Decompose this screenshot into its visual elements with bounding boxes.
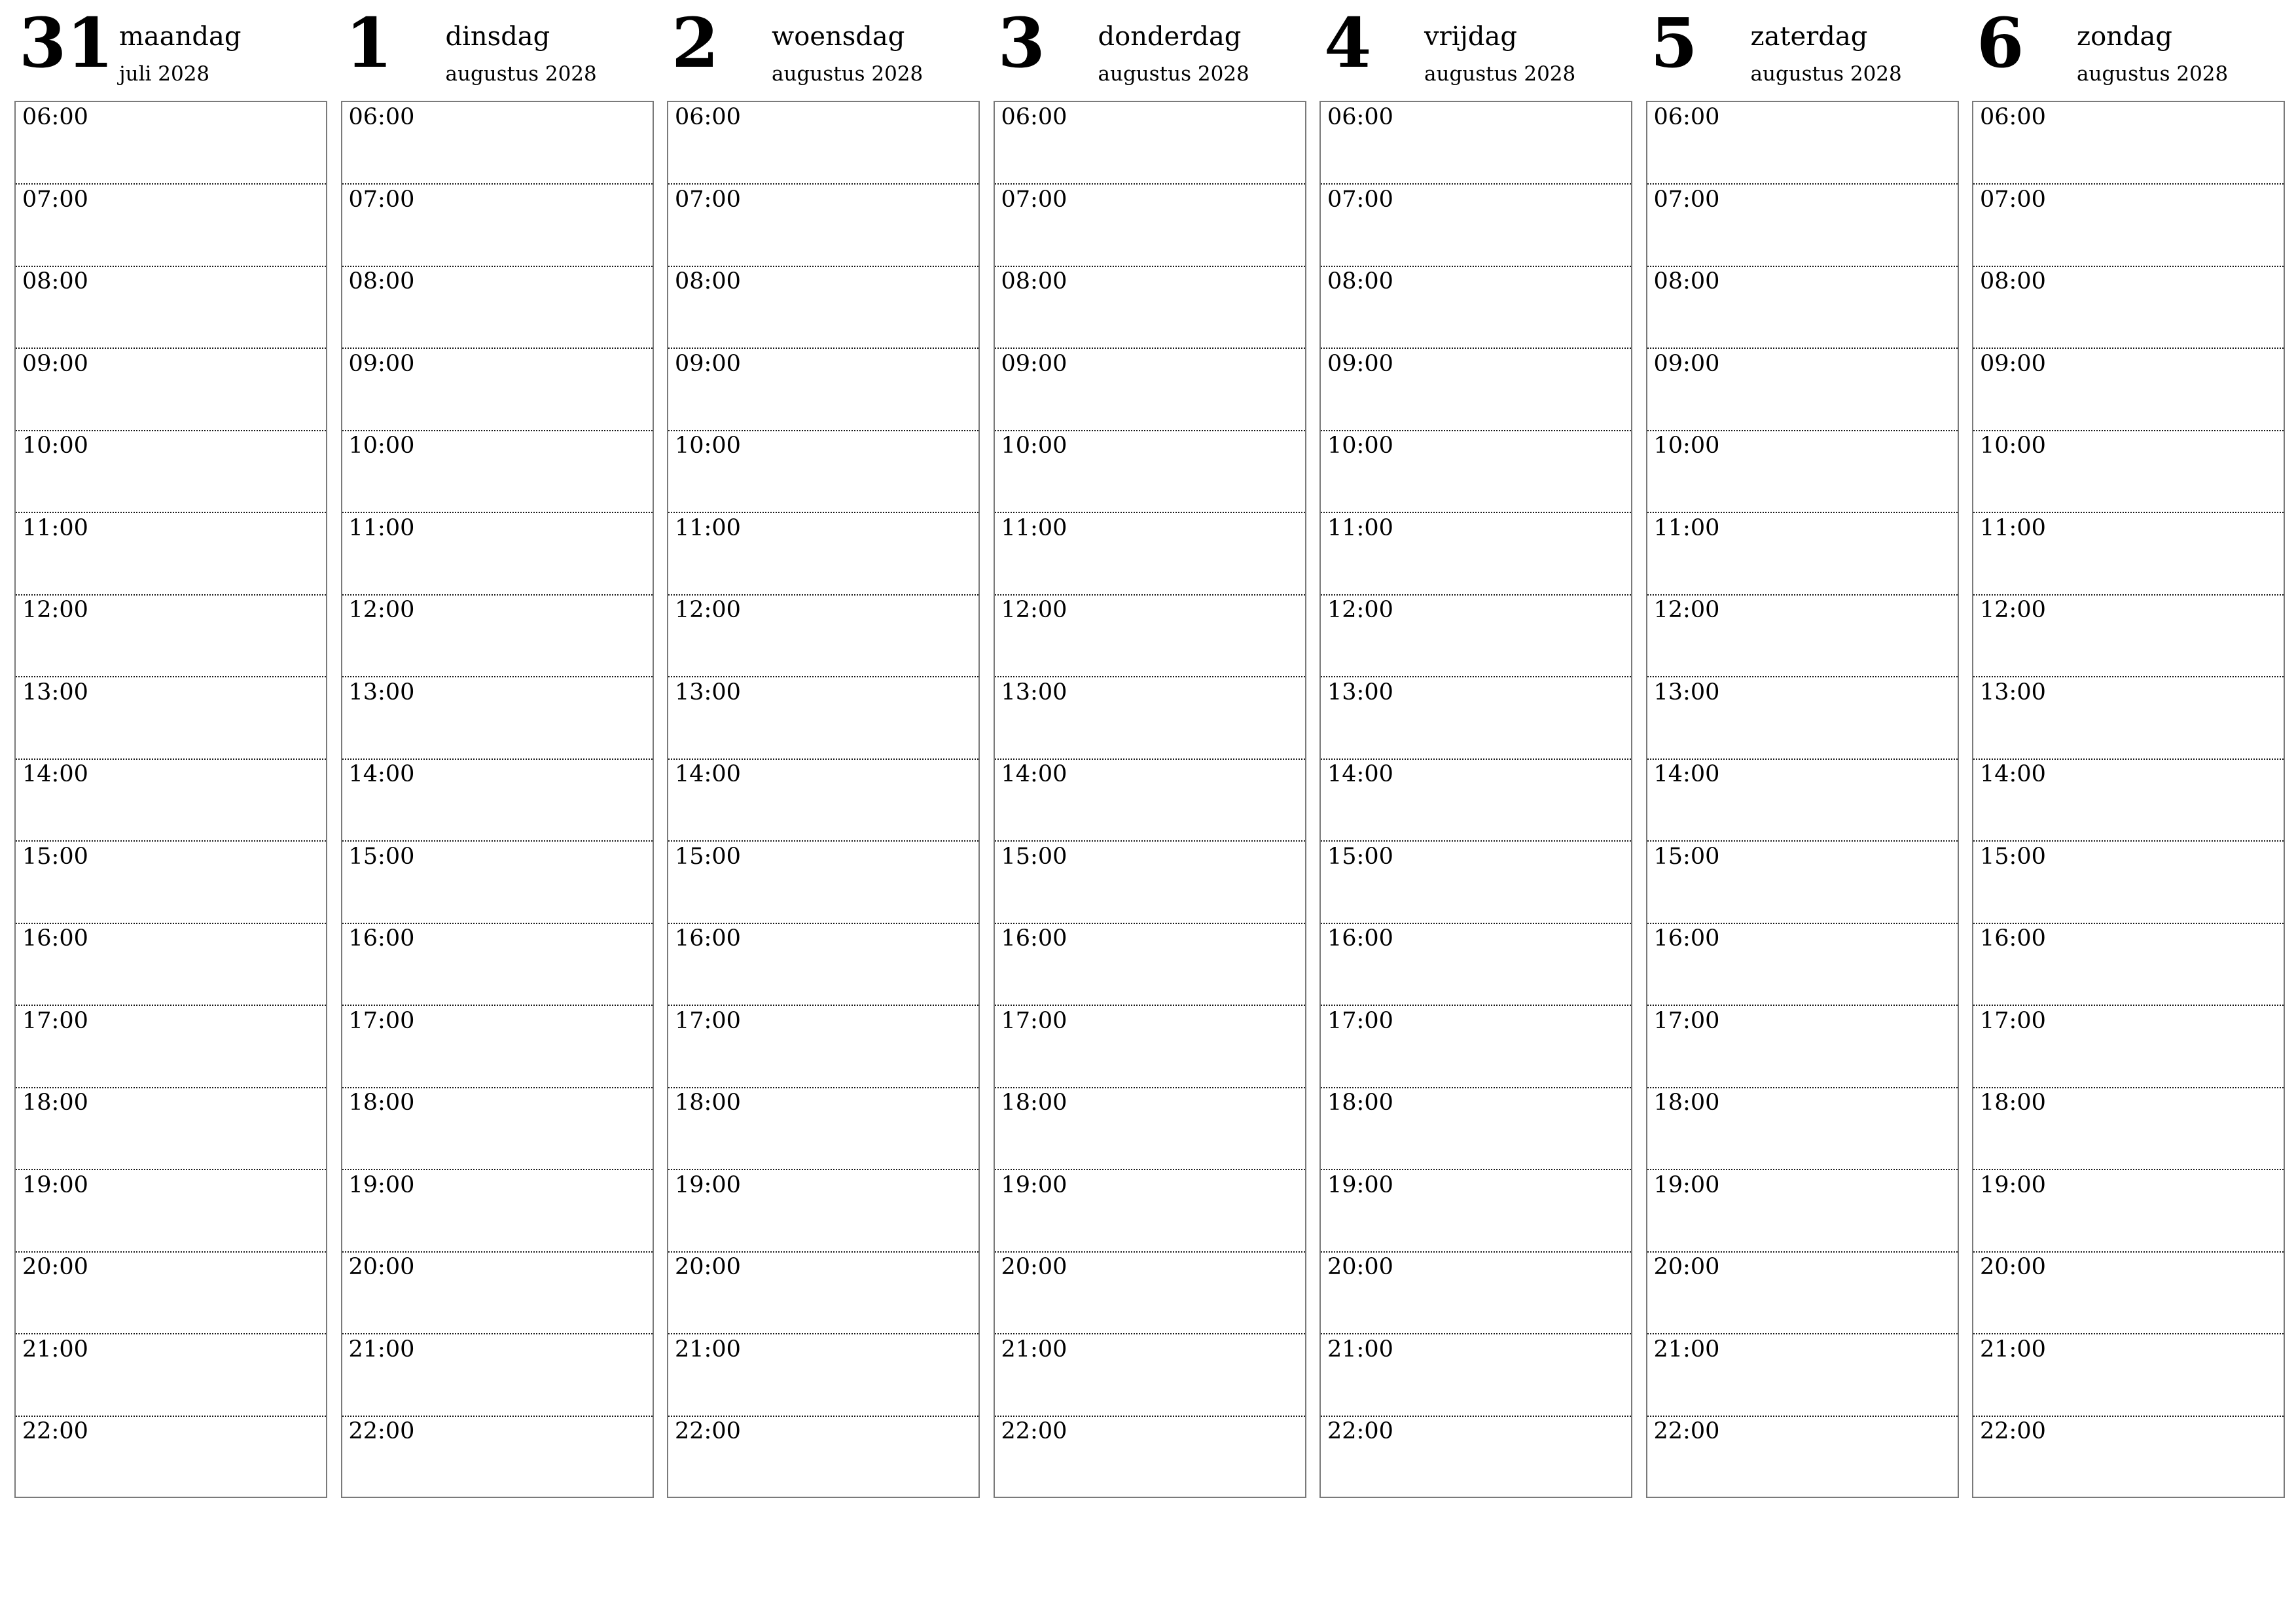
hour-slot[interactable] [16,1416,326,1499]
hour-label: 20:00 [1327,1254,1393,1280]
hour-slot[interactable] [342,349,653,431]
hour-slot[interactable] [16,349,326,431]
hour-label: 13:00 [1001,679,1067,705]
weekday-name: vrijdag [1424,22,1517,52]
hour-slot[interactable] [16,513,326,596]
day-schedule-box [14,101,327,1498]
hour-slot[interactable] [668,595,978,677]
hour-slot[interactable] [1973,349,2284,431]
hour-slot[interactable] [342,1006,653,1088]
hour-label: 08:00 [22,268,88,294]
hour-label: 21:00 [1653,1336,1720,1363]
day-column [341,0,655,1505]
day-schedule-box [1319,101,1632,1498]
hour-slot[interactable] [1647,842,1958,924]
hour-slot[interactable] [995,759,1305,842]
hour-slot[interactable] [16,1252,326,1334]
hour-label: 09:00 [1653,350,1720,377]
hour-label: 19:00 [1980,1171,2046,1198]
hour-slot[interactable] [342,677,653,760]
hour-label: 07:00 [22,186,88,213]
hour-slot[interactable] [1647,595,1958,677]
hour-slot[interactable] [1973,1252,2284,1334]
hour-label: 20:00 [348,1254,415,1280]
hour-slot[interactable] [995,266,1305,349]
day-header [14,0,329,98]
hour-slot[interactable] [1647,1170,1958,1253]
hour-slot[interactable] [668,1416,978,1499]
hour-label: 07:00 [1653,186,1720,213]
hour-label: 19:00 [348,1171,415,1198]
hour-slot[interactable] [16,595,326,677]
hour-slot[interactable] [668,1088,978,1170]
hour-label: 08:00 [348,268,415,294]
hour-label: 16:00 [1653,925,1720,952]
hour-slot[interactable] [1647,1088,1958,1170]
hour-label: 10:00 [1001,433,1067,459]
hour-label: 12:00 [1327,597,1393,623]
hour-label: 09:00 [1001,350,1067,377]
hour-label: 07:00 [1327,186,1393,213]
hour-label: 17:00 [1653,1007,1720,1034]
hour-slot[interactable] [342,1252,653,1334]
hour-label: 14:00 [1001,761,1067,787]
weekday-name: maandag [119,22,242,52]
hour-label: 11:00 [1327,514,1393,541]
hour-slot[interactable] [1973,102,2284,185]
hour-label: 10:00 [348,433,415,459]
hour-slot[interactable] [16,842,326,924]
hour-label: 16:00 [22,925,88,952]
hour-slot[interactable] [995,842,1305,924]
hour-slot[interactable] [16,1088,326,1170]
hour-label: 11:00 [1653,514,1720,541]
hour-label: 17:00 [22,1007,88,1034]
hour-label: 16:00 [675,925,741,952]
hour-slot[interactable] [1973,1170,2284,1253]
hour-label: 18:00 [1980,1090,2046,1116]
hour-label: 09:00 [675,350,741,377]
hour-label: 17:00 [348,1007,415,1034]
hour-label: 20:00 [1653,1254,1720,1280]
month-year: augustus 2028 [2077,62,2229,86]
hour-label: 20:00 [22,1254,88,1280]
hour-slot[interactable] [1647,431,1958,513]
hour-label: 22:00 [1653,1418,1720,1444]
hour-label: 08:00 [1001,268,1067,294]
hour-slot[interactable] [1973,1006,2284,1088]
hour-label: 13:00 [22,679,88,705]
hour-slot[interactable] [16,1170,326,1253]
hour-label: 13:00 [1980,679,2046,705]
hour-slot[interactable] [1647,1416,1958,1499]
hour-label: 10:00 [1653,433,1720,459]
hour-label: 15:00 [1980,843,2046,870]
month-year: augustus 2028 [772,62,924,86]
hour-slot[interactable] [668,185,978,267]
hour-slot[interactable] [16,1334,326,1417]
hour-slot[interactable] [668,513,978,596]
hour-label: 14:00 [1980,761,2046,787]
hour-slot[interactable] [1973,677,2284,760]
hour-slot[interactable] [668,1170,978,1253]
day-header [1646,0,1960,98]
hour-label: 12:00 [1980,597,2046,623]
hour-label: 13:00 [348,679,415,705]
hour-label: 15:00 [675,843,741,870]
hour-slot[interactable] [1647,102,1958,185]
hour-slot[interactable] [668,1252,978,1334]
hour-slot[interactable] [1321,923,1631,1006]
hour-slot[interactable] [342,1170,653,1253]
hour-slot[interactable] [16,923,326,1006]
hour-slot[interactable] [995,1334,1305,1417]
hour-label: 15:00 [22,843,88,870]
hour-label: 12:00 [675,597,741,623]
hour-slot[interactable] [1973,1334,2284,1417]
hour-slot[interactable] [995,1252,1305,1334]
day-number: 4 [1324,3,1372,83]
hour-label: 18:00 [1001,1090,1067,1116]
hour-slot[interactable] [342,842,653,924]
hour-slot[interactable] [1647,923,1958,1006]
hour-label: 20:00 [1001,1254,1067,1280]
hour-label: 21:00 [1327,1336,1393,1363]
day-column [14,0,329,1505]
hour-slot[interactable] [16,431,326,513]
hour-label: 19:00 [675,1171,741,1198]
hour-slot[interactable] [995,431,1305,513]
hour-label: 14:00 [22,761,88,787]
hour-slot[interactable] [995,1170,1305,1253]
hour-slot[interactable] [668,923,978,1006]
hour-label: 07:00 [675,186,741,213]
hour-slot[interactable] [1321,1006,1631,1088]
hour-slot[interactable] [995,1416,1305,1499]
hour-slot[interactable] [1973,266,2284,349]
hour-slot[interactable] [342,1334,653,1417]
hour-slot[interactable] [1321,185,1631,267]
hour-slot[interactable] [342,1088,653,1170]
hour-slot[interactable] [1321,1416,1631,1499]
hour-label: 22:00 [22,1418,88,1444]
hour-slot[interactable] [342,595,653,677]
hour-label: 12:00 [348,597,415,623]
hour-slot[interactable] [342,513,653,596]
hour-label: 15:00 [1327,843,1393,870]
hour-label: 07:00 [1001,186,1067,213]
day-schedule-box [994,101,1306,1498]
hour-label: 06:00 [1653,104,1720,130]
hour-label: 06:00 [675,104,741,130]
hour-slot[interactable] [1321,595,1631,677]
hour-label: 14:00 [348,761,415,787]
hour-label: 21:00 [675,1336,741,1363]
hour-label: 13:00 [675,679,741,705]
hour-slot[interactable] [1321,1170,1631,1253]
day-schedule-box [341,101,654,1498]
hour-slot[interactable] [995,185,1305,267]
hour-label: 09:00 [22,350,88,377]
hour-slot[interactable] [1321,349,1631,431]
hour-label: 10:00 [22,433,88,459]
hour-slot[interactable] [995,1088,1305,1170]
hour-slot[interactable] [342,266,653,349]
hour-label: 10:00 [1980,433,2046,459]
hour-label: 09:00 [1327,350,1393,377]
hour-label: 21:00 [22,1336,88,1363]
hour-slot[interactable] [668,1334,978,1417]
weekday-name: donderdag [1098,22,1242,52]
hour-slot[interactable] [668,842,978,924]
weekday-name: zaterdag [1750,22,1868,52]
hour-label: 16:00 [1327,925,1393,952]
hour-label: 09:00 [1980,350,2046,377]
hour-label: 22:00 [1001,1418,1067,1444]
hour-slot[interactable] [1973,1088,2284,1170]
hour-label: 10:00 [675,433,741,459]
weekday-name: woensdag [772,22,905,52]
hour-label: 21:00 [1001,1336,1067,1363]
hour-slot[interactable] [1973,1416,2284,1499]
hour-label: 22:00 [1327,1418,1393,1444]
hour-label: 14:00 [1653,761,1720,787]
hour-label: 08:00 [1980,268,2046,294]
hour-slot[interactable] [995,349,1305,431]
hour-label: 13:00 [1327,679,1393,705]
day-column [667,0,981,1505]
hour-label: 06:00 [22,104,88,130]
hour-slot[interactable] [995,677,1305,760]
hour-label: 11:00 [1001,514,1067,541]
hour-label: 11:00 [1980,514,2046,541]
hour-slot[interactable] [1321,513,1631,596]
hour-slot[interactable] [1973,759,2284,842]
hour-slot[interactable] [1321,1088,1631,1170]
hour-label: 20:00 [675,1254,741,1280]
hour-slot[interactable] [16,1006,326,1088]
hour-label: 11:00 [22,514,88,541]
hour-label: 16:00 [348,925,415,952]
day-column [1319,0,1634,1505]
hour-label: 06:00 [348,104,415,130]
weekday-name: dinsdag [445,22,550,52]
hour-slot[interactable] [1973,185,2284,267]
hour-slot[interactable] [342,431,653,513]
day-column [994,0,1308,1505]
hour-label: 06:00 [1980,104,2046,130]
day-header [1972,0,2286,98]
hour-slot[interactable] [16,185,326,267]
hour-label: 12:00 [1001,597,1067,623]
hour-slot[interactable] [668,1006,978,1088]
day-schedule-box [1646,101,1959,1498]
month-year: juli 2028 [119,62,210,86]
hour-slot[interactable] [995,923,1305,1006]
hour-label: 06:00 [1327,104,1393,130]
hour-slot[interactable] [995,102,1305,185]
day-column [1646,0,1960,1505]
hour-slot[interactable] [1647,349,1958,431]
hour-slot[interactable] [1973,431,2284,513]
hour-slot[interactable] [668,349,978,431]
hour-slot[interactable] [1973,513,2284,596]
hour-slot[interactable] [1647,677,1958,760]
hour-slot[interactable] [1647,1334,1958,1417]
hour-label: 17:00 [1327,1007,1393,1034]
hour-label: 20:00 [1980,1254,2046,1280]
day-header [994,0,1308,98]
hour-slot[interactable] [668,431,978,513]
hour-label: 18:00 [675,1090,741,1116]
hour-label: 22:00 [675,1418,741,1444]
hour-label: 21:00 [348,1336,415,1363]
hour-slot[interactable] [16,266,326,349]
hour-label: 15:00 [348,843,415,870]
month-year: augustus 2028 [1750,62,1902,86]
hour-slot[interactable] [1321,677,1631,760]
hour-label: 08:00 [675,268,741,294]
hour-slot[interactable] [16,102,326,185]
hour-label: 12:00 [22,597,88,623]
hour-label: 11:00 [675,514,741,541]
hour-slot[interactable] [1647,513,1958,596]
hour-label: 07:00 [1980,186,2046,213]
hour-label: 15:00 [1653,843,1720,870]
hour-slot[interactable] [668,102,978,185]
hour-label: 10:00 [1327,433,1393,459]
day-number: 3 [997,3,1045,83]
hour-label: 08:00 [1327,268,1393,294]
day-schedule-box [1972,101,2285,1498]
day-number: 31 [19,3,114,83]
hour-label: 17:00 [1001,1007,1067,1034]
month-year: augustus 2028 [1098,62,1249,86]
day-header [667,0,981,98]
hour-label: 19:00 [1327,1171,1393,1198]
day-header [1319,0,1634,98]
hour-slot[interactable] [1973,595,2284,677]
hour-label: 21:00 [1980,1336,2046,1363]
hour-slot[interactable] [16,677,326,760]
day-header [341,0,655,98]
hour-label: 07:00 [348,186,415,213]
hour-slot[interactable] [1321,431,1631,513]
hour-label: 17:00 [1980,1007,2046,1034]
hour-label: 18:00 [348,1090,415,1116]
hour-label: 13:00 [1653,679,1720,705]
hour-slot[interactable] [1321,1252,1631,1334]
weekday-name: zondag [2077,22,2172,52]
hour-slot[interactable] [342,185,653,267]
hour-label: 18:00 [22,1090,88,1116]
hour-label: 19:00 [1001,1171,1067,1198]
hour-slot[interactable] [1647,1006,1958,1088]
day-number: 5 [1650,3,1698,83]
hour-label: 19:00 [1653,1171,1720,1198]
hour-slot[interactable] [995,513,1305,596]
hour-slot[interactable] [995,595,1305,677]
hour-slot[interactable] [995,1006,1305,1088]
hour-slot[interactable] [1321,842,1631,924]
hour-label: 16:00 [1980,925,2046,952]
hour-label: 16:00 [1001,925,1067,952]
hour-slot[interactable] [1647,266,1958,349]
hour-label: 18:00 [1327,1090,1393,1116]
day-number: 2 [672,3,719,83]
hour-label: 22:00 [1980,1418,2046,1444]
hour-slot[interactable] [668,677,978,760]
day-column [1972,0,2286,1505]
hour-slot[interactable] [1321,266,1631,349]
hour-slot[interactable] [668,759,978,842]
hour-label: 14:00 [675,761,741,787]
hour-label: 14:00 [1327,761,1393,787]
hour-label: 12:00 [1653,597,1720,623]
hour-slot[interactable] [1973,842,2284,924]
hour-label: 22:00 [348,1418,415,1444]
hour-slot[interactable] [342,759,653,842]
hour-slot[interactable] [1321,1334,1631,1417]
hour-slot[interactable] [1321,759,1631,842]
hour-label: 19:00 [22,1171,88,1198]
hour-slot[interactable] [668,266,978,349]
month-year: augustus 2028 [1424,62,1576,86]
hour-slot[interactable] [1647,759,1958,842]
hour-label: 09:00 [348,350,415,377]
day-number: 1 [345,3,393,83]
hour-label: 15:00 [1001,843,1067,870]
hour-slot[interactable] [1647,1252,1958,1334]
month-year: augustus 2028 [445,62,597,86]
hour-label: 17:00 [675,1007,741,1034]
day-schedule-box [667,101,980,1498]
hour-slot[interactable] [342,1416,653,1499]
day-number: 6 [1977,3,2024,83]
hour-slot[interactable] [342,102,653,185]
hour-slot[interactable] [1973,923,2284,1006]
hour-label: 08:00 [1653,268,1720,294]
hour-label: 18:00 [1653,1090,1720,1116]
hour-slot[interactable] [16,759,326,842]
hour-slot[interactable] [342,923,653,1006]
hour-slot[interactable] [1321,102,1631,185]
hour-label: 11:00 [348,514,415,541]
hour-slot[interactable] [1647,185,1958,267]
hour-label: 06:00 [1001,104,1067,130]
